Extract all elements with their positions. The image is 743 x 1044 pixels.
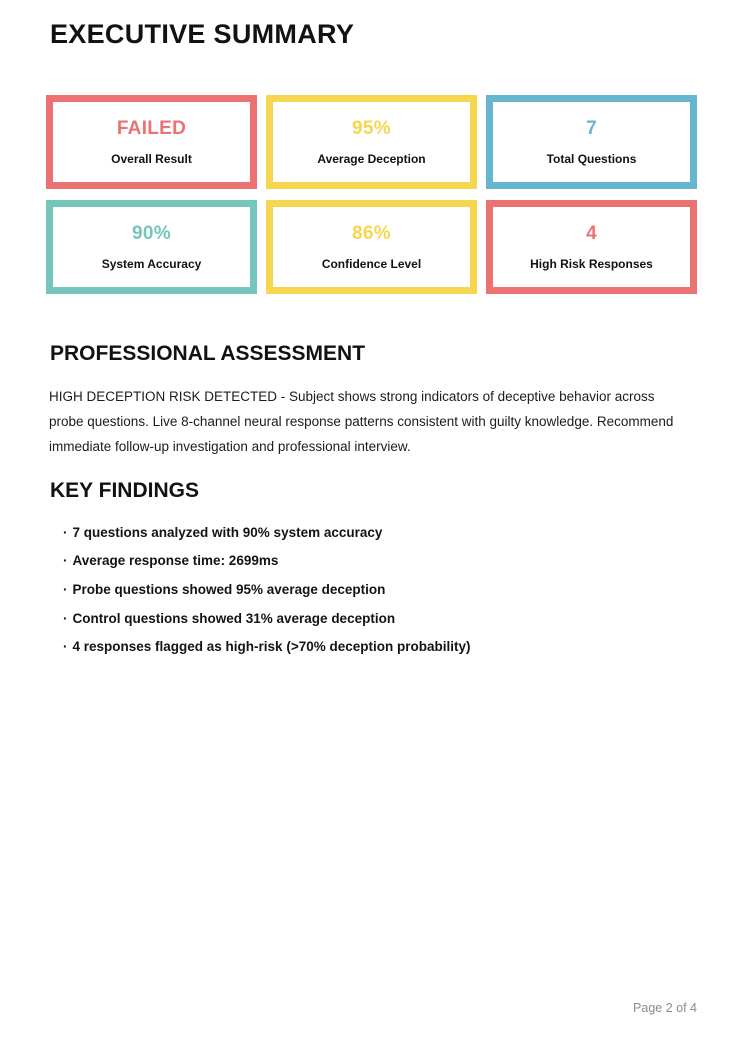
professional-assessment-heading: PROFESSIONAL ASSESSMENT [50,342,366,365]
finding-item [63,632,470,661]
stat-value: 7 [586,118,597,139]
stat-card-confidence-level [266,200,477,294]
stat-label: Total Questions [546,152,637,166]
finding-text: 4 responses flagged as high-risk (>70% deception probability) [72,639,471,655]
stat-card-system-accuracy [46,200,257,294]
finding-text: Average response time: 2699ms [72,553,279,569]
stat-label: Overall Result [111,152,192,166]
professional-assessment-body [49,384,709,459]
stat-card-total-questions [486,95,697,189]
stat-label: Average Deception [317,152,426,166]
stat-label: System Accuracy [101,257,202,271]
stat-label: High Risk Responses [530,257,653,271]
finding-item [63,547,470,576]
stat-value: 95% [352,118,391,139]
stat-value: 90% [132,223,171,244]
key-findings-heading: KEY FINDINGS [50,479,199,502]
stat-value: FAILED [116,118,187,139]
assessment-body-line: HIGH DECEPTION RISK DETECTED - Subject shows strong indicators of deceptive behavior across [49,389,655,404]
finding-text: 7 questions analyzed with 90% system accuracy [72,524,383,540]
finding-text: Control questions showed 31% average deception [72,610,396,626]
bullet-icon: · [63,610,68,626]
bullet-icon: · [63,639,68,655]
assessment-body-line: immediate follow-up investigation and professional interview. [49,439,411,454]
finding-item [63,518,470,547]
assessment-body-line: probe questions. Live 8-channel neural response patterns consistent with guilty knowledge. Recommend [49,414,674,429]
finding-item [63,575,470,604]
stat-label: Confidence Level [321,257,422,271]
stat-card-average-deception [266,95,477,189]
bullet-icon: · [63,524,68,540]
stat-card-overall-result [46,95,257,189]
bullet-icon: · [63,581,68,597]
stat-cards-grid [46,95,697,294]
stat-value: 4 [586,223,597,244]
page-number: Page 2 of 4 [633,1001,697,1015]
stat-value: 86% [352,223,391,244]
key-findings-list [63,518,470,661]
stat-card-high-risk-responses [486,200,697,294]
finding-text: Probe questions showed 95% average deception [72,581,386,597]
bullet-icon: · [63,553,68,569]
page-title: EXECUTIVE SUMMARY [50,19,355,49]
finding-item [63,604,470,633]
